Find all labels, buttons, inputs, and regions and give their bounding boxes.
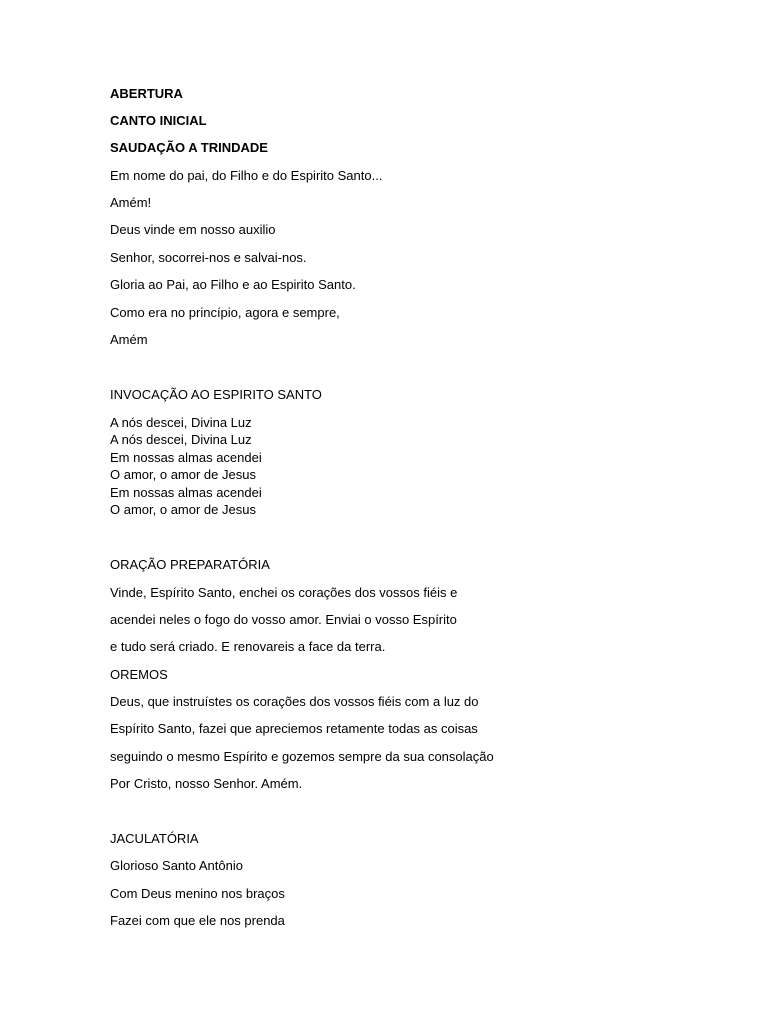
text-line: Senhor, socorrei-nos e salvai-nos. xyxy=(110,250,307,265)
text-line: Fazei com que ele nos prenda xyxy=(110,913,285,928)
text-line: Deus, que instruístes os corações dos vossos fiéis com a luz do xyxy=(110,694,479,709)
verse-line: O amor, o amor de Jesus xyxy=(110,502,256,517)
text-line: Em nome do pai, do Filho e do Espirito Santo... xyxy=(110,168,383,183)
heading-abertura: ABERTURA xyxy=(110,86,183,101)
heading-invocacao: INVOCAÇÃO AO ESPIRITO SANTO xyxy=(110,387,322,402)
heading-canto-inicial: CANTO INICIAL xyxy=(110,113,207,128)
text-line: Deus vinde em nosso auxilio xyxy=(110,222,276,237)
text-line: Com Deus menino nos braços xyxy=(110,886,285,901)
verse-line: O amor, o amor de Jesus xyxy=(110,467,256,482)
text-line: e tudo será criado. E renovareis a face da terra. xyxy=(110,639,386,654)
text-line: Por Cristo, nosso Senhor. Amém. xyxy=(110,776,303,791)
text-line: Vinde, Espírito Santo, enchei os corações dos vossos fiéis e xyxy=(110,585,458,600)
verse-line: Em nossas almas acendei xyxy=(110,450,262,465)
text-line: Espírito Santo, fazei que apreciemos retamente todas as coisas xyxy=(110,721,478,736)
text-line: Amém! xyxy=(110,195,152,210)
heading-oremos: OREMOS xyxy=(110,667,168,682)
text-line: Gloria ao Pai, ao Filho e ao Espirito Santo. xyxy=(110,277,356,292)
heading-jaculatoria: JACULATÓRIA xyxy=(110,831,199,846)
text-line: acendei neles o fogo do vosso amor. Enviai o vosso Espírito xyxy=(110,612,457,627)
text-line: seguindo o mesmo Espírito e gozemos sempre da sua consolação xyxy=(110,749,494,764)
verse-line: Em nossas almas acendei xyxy=(110,485,262,500)
heading-saudacao: SAUDAÇÃO A TRINDADE xyxy=(110,140,268,155)
text-line: Amém xyxy=(110,332,148,347)
text-line: Como era no princípio, agora e sempre, xyxy=(110,305,340,320)
verse-line: A nós descei, Divina Luz xyxy=(110,415,252,430)
text-line: Glorioso Santo Antônio xyxy=(110,858,243,873)
verse-line: A nós descei, Divina Luz xyxy=(110,432,252,447)
heading-oracao: ORAÇÃO PREPARATÓRIA xyxy=(110,557,270,572)
